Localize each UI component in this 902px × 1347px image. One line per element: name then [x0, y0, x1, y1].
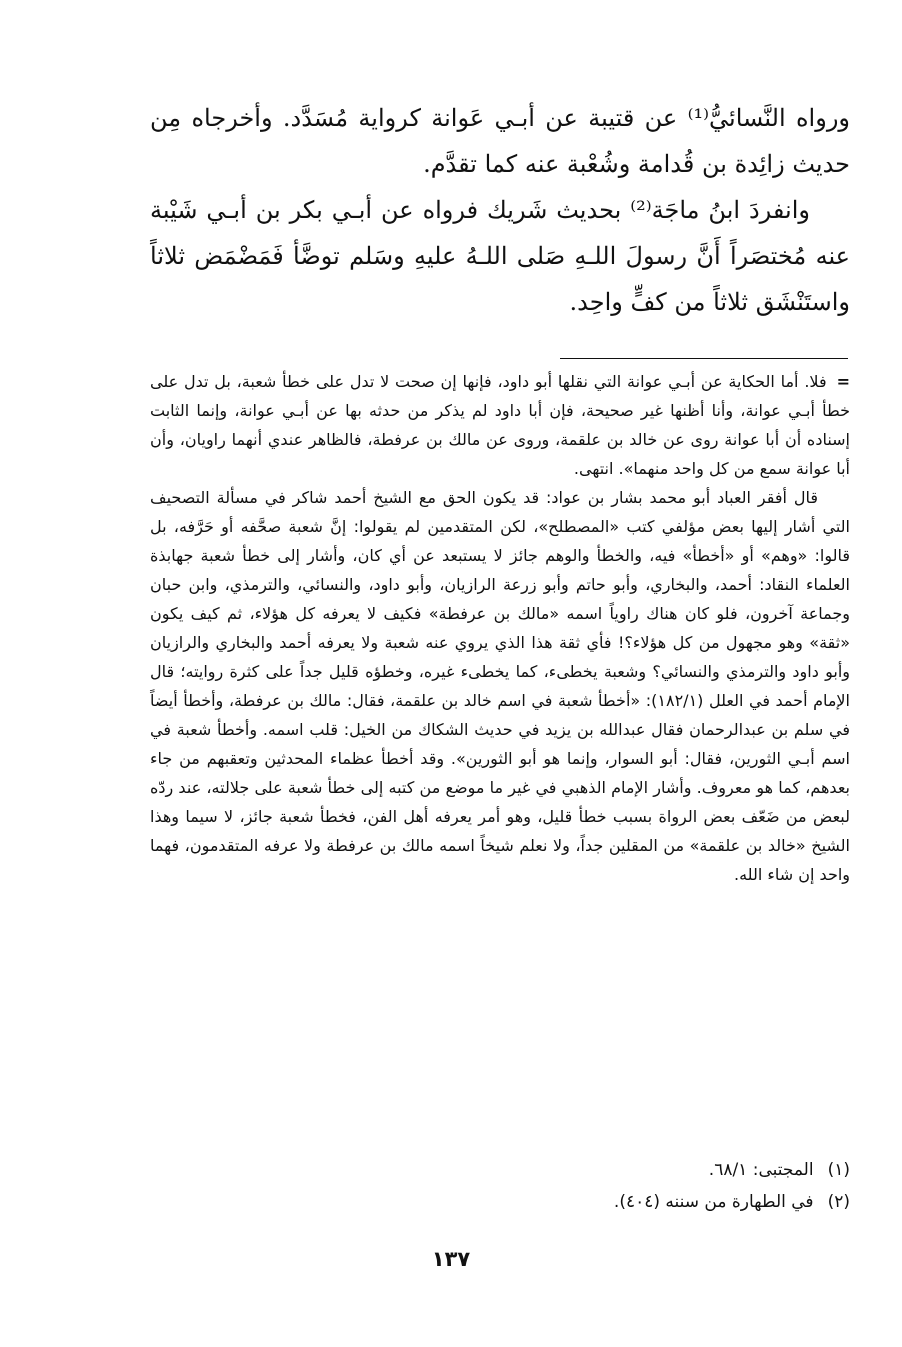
page-number: ١٣٧: [431, 1247, 471, 1271]
continuation-mark: =: [836, 372, 850, 391]
footnote-separator: [560, 358, 848, 359]
footnote-paragraph-1: [150, 367, 850, 483]
main-text: [150, 95, 850, 325]
note-text: في الطهارة من سننه (٤٠٤).: [613, 1192, 814, 1212]
main-paragraph-2: وانفردَ ابنُ ماجَة⁽²⁾ بحديث شَريك فرواه عن أبـي بكر بن أبـي شَيْبة عنه مُختصَراً أَنَّ رسولَ اللـهِ صَلى اللـهُ عليهِ وسَلم توضَّأ فَمَضْمَض ثلاثاً واستَنْشَق ثلاثاً من كفٍّ واحِد.: [150, 196, 850, 316]
note-number: (١): [827, 1160, 850, 1180]
note-item: [150, 1186, 850, 1218]
note-text: المجتبى: ٦٨/١.: [708, 1160, 814, 1180]
notes-list: [150, 1154, 850, 1218]
note-item: [150, 1154, 850, 1186]
footnote-block: [150, 367, 850, 889]
footnote-paragraph-1-text: فلا. أما الحكاية عن أبـي عوانة التي نقلها أبو داود، فإنها إن صحت لا تدل على خطأ شعبة، بل تدل على خطأ أبـي عوانة، وأنا أظنها غير صحيحة، فإن أبا داود لم يذكر من حدثه بها عن أبـي عوانة، وإنما الثابت إسناده أن أبا عوانة روى عن خالد بن علقمة، وروى عن مالك بن عرفطة، فالظاهر عندي أنهما راويان، وأن أبا عوانة سمع من كل واحد منهما». انتهى.: [150, 372, 850, 478]
footnote-paragraph-2: قال أفقر العباد أبو محمد بشار بن عواد: قد يكون الحق مع الشيخ أحمد شاكر في مسألة التصحيف التي أشار إليها بعض مؤلفي كتب «المصطلح»، لكن المتقدمين لم يقولوا: إنَّ شعبة صحَّفه أو حَرَّفه، بل قالوا: «وهم» أو «أخطأ» فيه، والخطأ والوهم جائز لا يستبعد عن أي كان، وأشار إلى خطأ شعبة جهابذة العلماء النقاد: أحمد، والبخاري، وأبو حاتم وأبو زرعة الرازيان، وأبو داود، والنسائي، والترمذي، وابن حبان وجماعة آخرون، فلو كان هناك راوياً اسمه «مالك بن عرفطة» فكيف لا يعرفه كل هؤلاء، ثم كيف يكون «ثقة» وهو مجهول من كل هؤلاء؟! فأي ثقة هذا الذي يروي عنه شعبة ولا يعرفه أحمد والبخاري والرازيان وأبو داود والترمذي والنسائي؟ وشعبة يخطىء، كما يخطىء غيره، وخطؤه قليل جداً على كثرة روايته؛ قال الإمام أحمد في العلل (١٨٢/١): «أخطأ شعبة في اسم خالد بن علقمة، فقال: مالك بن عرفطة، وأخطأ أيضاً في سلم بن عبدالرحمان فقال عبدالله بن يزيد في حديث الشكاك من الخيل: قلب اسمه. وأخطأ شعبة في اسم أبـي الثورين، فقال: أبو السوار، وإنما هو أبو الثورين». وقد أخطأ عظماء المحدثين وتعقبهم من جاء بعدهم، كما هو معروف. وأشار الإمام الذهبي في غير ما موضع من كتبه إلى خطأ شعبة على جلالته، عند ردّه لبعض من ضَعّف بعض الرواة بسبب خطأ قليل، وهو أمر يعرفه أهل الفن، فخطأ شعبة جائز، لا سيما وهذا الشيخ «خالد بن علقمة» من المقلين جداً، ولا نعلم شيخاً اسمه مالك بن عرفطة ولا عرفه المتقدمون، فهما واحد إن شاء الله.: [150, 488, 850, 884]
note-number: (٢): [827, 1192, 850, 1212]
main-paragraph-1: ورواه النَّسائيُّ⁽¹⁾ عن قتيبة عن أبـي عَوانة كرواية مُسَدَّد. وأخرجاه مِن حديث زائِدة بن قُدامة وشُعْبة عنه كما تقدَّم.: [150, 104, 850, 178]
